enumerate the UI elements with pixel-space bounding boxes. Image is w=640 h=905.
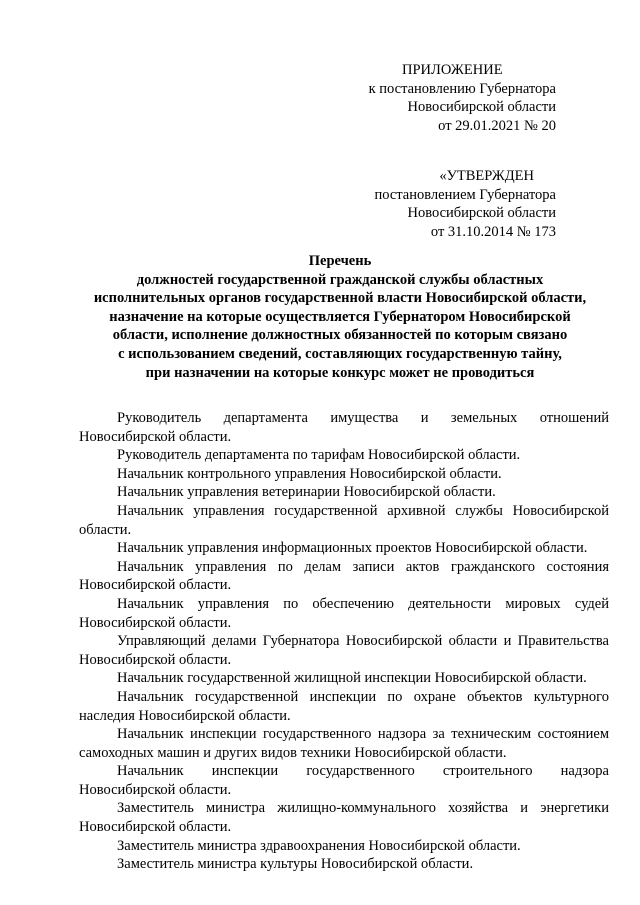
approved-line-1: постановлением Губернатора: [374, 186, 556, 203]
positions-list: [79, 409, 609, 874]
list-item: Начальник управления по обеспечению деятельности мировых судей Новосибирской области.: [79, 595, 609, 631]
title-line-5: области, исполнение должностных обязанностей по которым связано: [112, 327, 568, 344]
list-item: Руководитель департамента по тарифам Новосибирской области.: [117, 447, 521, 464]
title-line-4: назначение на которые осуществляется Губернатором Новосибирской: [109, 308, 571, 325]
title-line-7: при назначении на которые конкурс может не проводиться: [145, 364, 535, 381]
approved-line-2: Новосибирской области: [407, 205, 556, 221]
list-item: Начальник управления по делам записи актов гражданского состояния Новосибирской области.: [79, 558, 609, 594]
list-item: Начальник управления информационных проектов Новосибирской области.: [117, 540, 588, 557]
approved-line-3: от 31.10.2014 № 173: [430, 223, 556, 240]
appendix-line-3: от 29.01.2021 № 20: [438, 117, 556, 134]
appendix-heading: ПРИЛОЖЕНИЕ: [401, 62, 503, 78]
appendix-line-2: Новосибирской области: [407, 99, 556, 115]
document-title: [60, 252, 620, 382]
approved-heading: «УТВЕРЖДЕН: [439, 168, 534, 184]
list-item: Начальник управления государственной архивной службы Новосибирской области.: [79, 502, 609, 538]
title-line-2: должностей государственной гражданской службы областных: [136, 271, 544, 288]
appendix-line-1: к постановлению Губернатора: [368, 80, 556, 97]
appendix-block: [369, 61, 556, 135]
approved-block: [374, 167, 556, 241]
title-line-3: исполнительных органов государственной власти Новосибирской области,: [93, 290, 587, 307]
list-item: Заместитель министра культуры Новосибирской области.: [117, 856, 474, 873]
title-line-6: с использованием сведений, составляющих государственную тайну,: [118, 345, 562, 362]
list-item: Начальник управления ветеринарии Новосибирской области.: [117, 484, 496, 501]
list-item: Начальник инспекции государственного строительного надзора Новосибирской области.: [79, 763, 609, 798]
list-item: Начальник государственной жилищной инспекции Новосибирской области.: [117, 670, 587, 687]
list-item: Управляющий делами Губернатора Новосибирской области и Правительства Новосибирской области.: [79, 633, 609, 668]
list-item: Начальник контрольного управления Новосибирской области.: [117, 465, 502, 482]
title-line-1: Перечень: [308, 253, 372, 269]
list-item: Начальник инспекции государственного надзора за техническим состоянием самоходных машин и других видов техники Новосибирской области.: [79, 726, 609, 761]
list-item: Начальник государственной инспекции по охране объектов культурного наследия Новосибирской области.: [79, 688, 609, 724]
list-item: Заместитель министра жилищно-коммунального хозяйства и энергетики Новосибирской области.: [79, 800, 609, 836]
list-item: Руководитель департамента имущества и земельных отношений Новосибирской области.: [79, 410, 609, 445]
list-item: Заместитель министра здравоохранения Новосибирской области.: [117, 837, 521, 854]
